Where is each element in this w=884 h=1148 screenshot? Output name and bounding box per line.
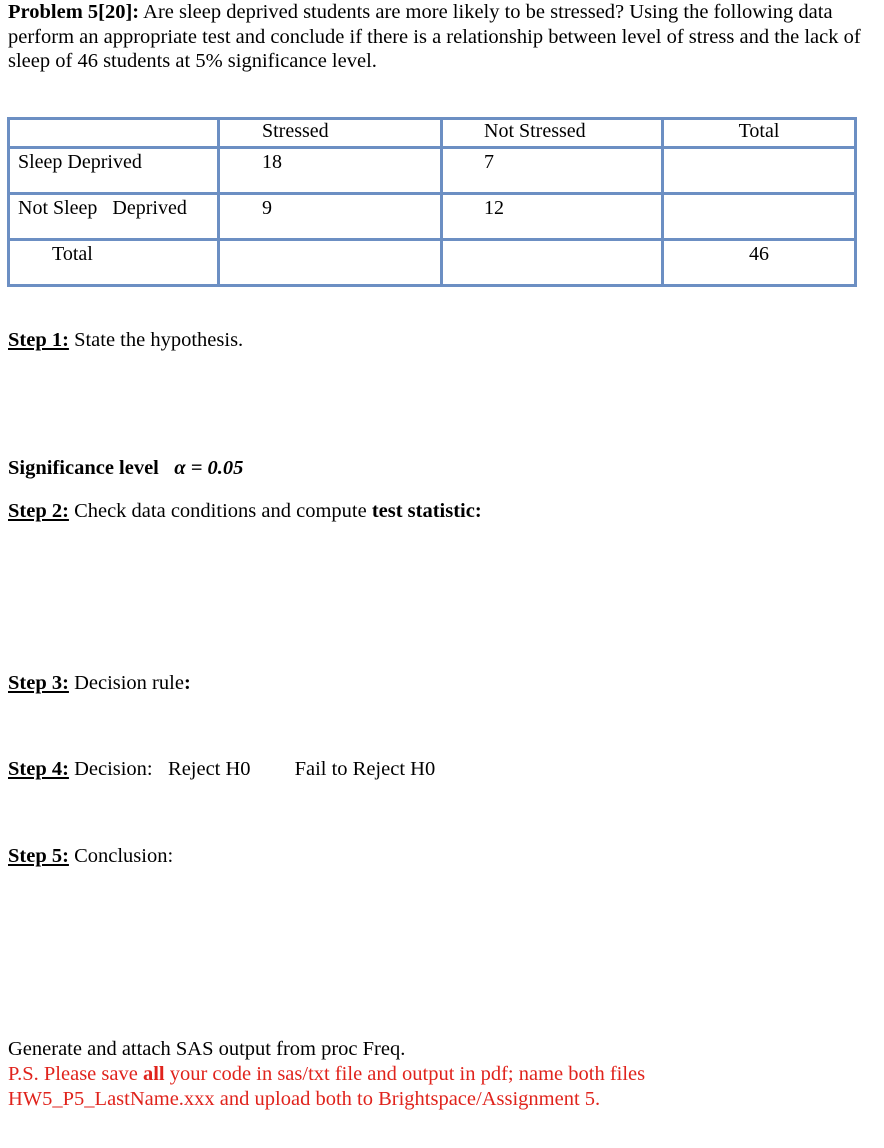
significance-level	[8, 456, 243, 480]
step-label: Step 2:	[8, 500, 69, 522]
table-header-cell: Not Stressed	[442, 119, 663, 148]
table-row	[9, 194, 856, 240]
table-cell: 46	[663, 240, 856, 286]
ps-bold: all	[142, 1063, 165, 1085]
step-text: Decision rule	[68, 672, 184, 694]
table-cell: 18	[219, 148, 442, 194]
table-row	[9, 240, 856, 286]
step-text: Conclusion:	[68, 845, 174, 867]
step-label: Step 5:	[8, 845, 69, 867]
step-label: Step 1:	[8, 329, 69, 351]
step-label: Step 3:	[8, 672, 69, 694]
footer-line-3: HW5_P5_LastName.xxx and upload both to Brightspace/Assignment 5.	[8, 1088, 601, 1110]
table-cell: 7	[442, 148, 663, 194]
contingency-table	[7, 117, 857, 287]
table-header-row	[9, 119, 856, 148]
ps-post: your code in sas/txt file and output in pdf; name both files	[164, 1063, 646, 1085]
step-colon: :	[183, 672, 191, 694]
step-5	[8, 844, 173, 868]
table-cell	[663, 148, 856, 194]
significance-label: Significance level	[8, 457, 159, 479]
row-label: Total	[9, 240, 219, 286]
step-2	[8, 499, 482, 523]
significance-value: α = 0.05	[174, 457, 244, 479]
step-label: Step 4:	[8, 758, 69, 780]
ps-pre: P.S. Please save	[8, 1063, 143, 1085]
table-cell	[219, 240, 442, 286]
table-cell	[663, 194, 856, 240]
step-text: Check data conditions and compute	[68, 500, 372, 522]
step-4	[8, 757, 435, 781]
table-cell: 12	[442, 194, 663, 240]
problem-label: Problem 5[20]:	[8, 1, 140, 23]
footer-ps-line	[8, 1062, 645, 1087]
option-reject: Reject H0	[168, 758, 251, 780]
step-bold-text: test statistic:	[371, 500, 482, 522]
table-header-cell	[9, 119, 219, 148]
step-text: State the hypothesis.	[68, 329, 244, 351]
table-cell	[442, 240, 663, 286]
table-cell: 9	[219, 194, 442, 240]
problem-statement	[8, 0, 868, 74]
step-3	[8, 671, 191, 695]
footer-instructions	[8, 1037, 645, 1112]
table-row	[9, 148, 856, 194]
step-text: Decision:	[68, 758, 153, 780]
row-label: Not Sleep Deprived	[9, 194, 219, 240]
table-header-cell: Stressed	[219, 119, 442, 148]
problem-text: Are sleep deprived students are more likely to be stressed? Using the following data perform an appropriate test and conclude if there is a relationship between level of stress and the lack of sleep of 46 students at 5% significance level.	[8, 1, 861, 72]
table-header-cell: Total	[663, 119, 856, 148]
option-fail-to-reject: Fail to Reject H0	[294, 758, 436, 780]
step-1	[8, 328, 243, 352]
row-label: Sleep Deprived	[9, 148, 219, 194]
footer-line-1: Generate and attach SAS output from proc Freq.	[8, 1038, 406, 1060]
